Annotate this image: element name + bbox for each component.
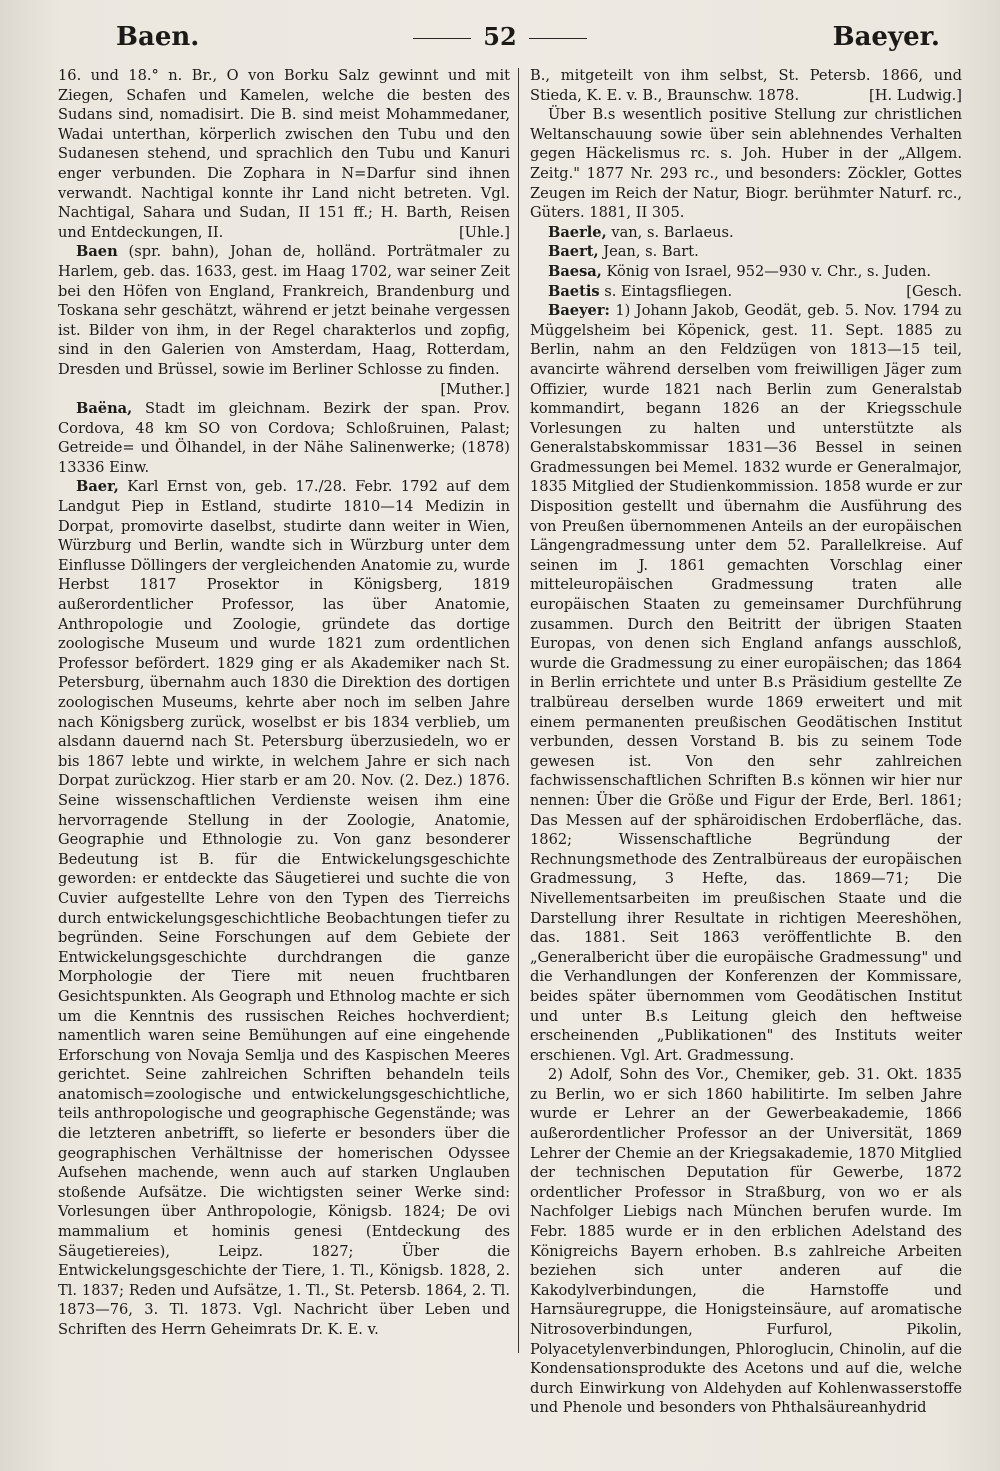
entry-text: Stadt im gleichnam. Bezirk der span. Prov. Cordova, 48 km SO von Cordova; Schloßruinen, Palast; Getreide= und Ölhandel, in der Nähe Salinenwerke; (1878) 13336 Einw. [58,400,510,476]
entry-text: Jean, s. Bart. [603,243,699,261]
entry-baer_cont2 [530,105,962,223]
entry-baesa [530,262,962,282]
header-page-number: 52 [60,22,940,51]
right-column [530,66,962,1418]
entry-text: Karl Ernst von, geb. 17./28. Febr. 1792 auf dem Landgut Piep in Estland, studirte 1810—14 Medizin in Dorpat, promovirte daselbst, studirte dann weiter in Wien, Würzburg und Berlin, wandte sich in Würzburg unter dem Einflusse Döllingers der vergleichenden Anatomie zu, wurde Herbst 1817 Prosektor in Königsberg, 1819 außerordentlicher Professor, las über Anatomie, Anthropologie und Zoologie, gründete das dortige zoologische Museum und wurde 1821 zum ordentlichen Professor befördert. 1829 ging er als Akademiker nach St. Petersburg, übernahm auch 1830 die Direktion des dortigen zoologischen Museums, kehrte aber noch im selben Jahre nach Königsberg zurück, woselbst er bis 1834 verblieb, um alsdann dauernd nach St. Petersburg überzusiedeln, wo er bis 1867 lebte und wirkte, in welchem Jahre er sich nach Dorpat zurückzog. Hier starb er am 20. Nov. (2. Dez.) 1876. Seine wissenschaftlichen Verdienste weisen ihm eine hervorragende Stellung in der Zoologie, Anatomie, Geographie und Ethnologie zu. Von ganz besonderer Bedeutung ist B. für die Entwickelungsgeschichte geworden: er entdeckte das Säugetierei und suchte die von Cuvier aufgestellte Lehre von den Typen des Tierreichs durch entwickelungsgeschichtliche Beobachtungen tiefer zu begründen. Seine Forschungen auf dem Gebiete der Entwickelungsgeschichte durchdrangen die ganze Morphologie der Tiere mit neuen fruchtbaren Gesichtspunkten. Als Geograph und Ethnolog machte er sich um die Kenntnis des russischen Reiches hochverdient; namentlich waren seine Bemühungen auf eine eingehende Erforschung von Novaja Semlja und des Kaspischen Meeres gerichtet. Seine zahlreichen Schriften behandeln teils anatomisch=zoologische und entwickelungsgeschichtliche, teils anthropologische und geographische Gegenstände; was die letzteren anbetrifft, so lieferte er besonders über die geographischen Verhältnisse der homerischen Odyssee Aufsehen machende, wenn auch auf starken Unglauben stoßende Aufsätze. Die wichtigsten seiner Werke sind: Vorlesungen über Anthropologie, Königsb. 1824; De ovi mammalium et hominis genesi (Entdeckung des Säugetiereies), Leipz. 1827; Über die Entwickelungsgeschichte der Tiere, 1. Tl., Königsb. 1828, 2. Tl. 1837; Reden und Aufsätze, 1. Tl., St. Petersb. 1864, 2. Tl. 1873—76, 3. Tl. 1873. Vgl. Nachricht über Leben und Schriften des Herrn Geheimrats Dr. K. E. v. [58,478,510,1338]
headword: Baesa, [548,262,602,280]
header-rule-right [529,38,587,39]
entry-text: (spr. bahn), Johan de, holländ. Porträtmaler zu Harlem, geb. das. 1633, gest. im Haag 1702, war seiner Zeit bei den Höfen von England, Frankreich, Brandenburg und Toskana sehr geschätzt, während er jetzt beinahe vergessen ist. Bilder von ihm, in der Regel charakterlos und zopfig, sind in den Galerien von Amsterdam, Haag, Rotterdam, Dresden und Brüssel, sowie im Berliner Schlosse zu finden. [58,243,511,378]
entry-baena [58,399,510,477]
author-signature: [Gesch. [906,282,962,300]
headword: Baen [76,243,118,261]
author-signature: [H. Ludwig.] [869,86,962,104]
headword: Baerle, [548,223,607,241]
column-divider [518,68,519,1353]
header-right-keyword: Baeyer. [832,22,940,52]
header-rule-left [413,38,471,39]
entry-baert [530,242,962,262]
entry-text: König von Israel, 952—930 v. Chr., s. Juden. [606,262,932,280]
entry-text: 1) Johann Jakob, Geodät, geb. 5. Nov. 1794 zu Müggelsheim bei Köpenick, gest. 11. Sept. 1885 zu Berlin, nahm an den Feldzügen von 1813—15 teil, avancirte während derselben vom freiwilligen Jäger zum Offizier, wurde 1821 nach Berlin zum Generalstab kommandirt, begann 1826 an der Kriegsschule Vorlesungen zu halten und unterstützte als Generalstabskommissar 1831—36 Bessel in seinen Gradmessungen bei Memel. 1832 wurde er Generalmajor, 1835 Mitglied der Studienkommission. 1858 wurde er zur Disposition gestellt und übernahm die Ausführung des von Preußen übernommenen Anteils an der europäischen Längengradmessung unter dem 52. Parallelkreise. Auf seinen im J. 1861 gemachten Vorschlag einer mitteleuropäischen Gradmessung traten alle europäischen Staaten zu gemeinsamer Durchführung zusammen. Durch den Beitritt der übrigen Staaten Europas, von denen sich England anfangs ausschloß, wurde die Gradmessung zu einer europäischen; das 1864 in Berlin errichtete und unter B.s Präsidium gestellte Ze tralbüreau derselben wurde 1869 erweitert und mit einem permanenten preußischen Geodätischen Institut verbunden, dessen Vorstand B. bis zu seinem Tode gewesen ist. Von den sehr zahlreichen fachwissenschaftlichen Schriften B.s können wir hier nur nennen: Über die Größe und Figur der Erde, Berl. 1861; Das Messen auf der sphäroidischen Erdoberfläche, das. 1862; Wissenschaftliche Begründung der Rechnungsmethode des Zentralbüreaus der europäischen Gradmessung, 3 Hefte, das. 1869—71; Die Nivellementsarbeiten im preußischen Staate und die Darstellung ihrer Resultate in richtigen Meereshöhen, das. 1881. Seit 1863 veröffentlichte B. den „Generalbericht über die europäische Gradmessung" und die Verhandlungen der Konferenzen der Kommissare, beides später übernommen vom Geodätischen Institut und unter B.s Leitung gleich den heftweise erscheinenden „Publikationen" des Instituts weiter erschienen. Vgl. Art. Gradmessung. [530,302,963,1064]
header-left-keyword: Baen. [116,22,200,52]
headword: Baëna, [76,400,133,418]
entry-text: B., mitgeteilt von ihm selbst, St. Petersb. 1866, und Stieda, K. E. v. B., Braunschw. 1878. [530,67,962,104]
entry-baeyer2 [530,1065,962,1418]
author-signature: [Muther.] [440,380,510,398]
headword: Baer, [76,478,119,496]
entry-text: Über B.s wesentlich positive Stellung zur christlichen Weltanschauung sowie über sein ablehnendes Verhalten gegen Häckelismus rc. s. Joh. Huber in der „Allgem. Zeitg." 1877 Nr. 293 rc., und besonders: Zöckler, Gottes Zeugen im Reich der Natur, Biogr. berühmter Naturf. rc., Güters. 1881, II 305. [530,106,962,222]
left-column [58,66,510,1340]
entry-baer_cont [530,66,962,105]
entry-baeyer1 [530,301,962,1065]
entry-text: 2) Adolf, Sohn des Vor., Chemiker, geb. 31. Okt. 1835 zu Berlin, wo er sich 1860 habilitirte. Im selben Jahre wurde er Lehrer an der Gewerbeakademie, 1866 außerordentlicher Professor an der Universität, 1869 Lehrer der Chemie an der Kriegsakademie, 1870 Mitglied der technischen Deputation für Gewerbe, 1872 ordentlicher Professor in Straßburg, von wo er als Nachfolger Liebigs nach München berufen wurde. Im Febr. 1885 wurde er in den erblichen Adelstand des Königreichs Bayern erhoben. B.s zahlreiche Arbeiten beziehen sich unter anderen auf die Kakodylverbindungen, die Harnstoffe und Harnsäuregruppe, die Honigsteinsäure, auf aromatische Nitrosoverbindungen, Furfurol, Pikolin, Polyacetylenverbindungen, Phloroglucin, Chinolin, auf die Kondensationsprodukte des Acetons und auf die, welche durch Einwirkung von Aldehyden auf Kohlenwasserstoffe und Phenole und besonders von Phthalsäureanhydrid [530,1066,962,1417]
author-signature: [Uhle.] [458,223,510,241]
headword: Baert, [548,243,599,261]
page-header [60,22,940,62]
entry-text: van, s. Barlaeus. [611,223,734,241]
entry-baetis [530,282,962,302]
entry-baen [58,242,510,399]
entry-text: s. Eintagsfliegen. [604,282,733,300]
headword: Baeyer: [548,302,610,320]
entry-baerle [530,223,962,243]
entry-baer [58,477,510,1339]
entry-text: 16. und 18.° n. Br., O von Borku Salz gewinnt und mit Ziegen, Schafen und Kamelen, welche die besten des Sudans sind, nomadisirt. Die B. sind meist Mohammedaner, Wadai unterthan, körperlich zwischen den Tubu und den Sudanesen stehend, und sprachlich den Tubu und Kanuri enger verbunden. Die Zophara in N=Darfur sind ihnen verwandt. Nachtigal konnte ihr Land nicht betreten. Vgl. Nachtigal, Sahara und Sudan, II 151 ff.; H. Barth, Reisen und Entdeckungen, II. [58,67,510,241]
headword: Baetis [548,282,600,300]
entry-bagirmi_cont [58,66,510,242]
